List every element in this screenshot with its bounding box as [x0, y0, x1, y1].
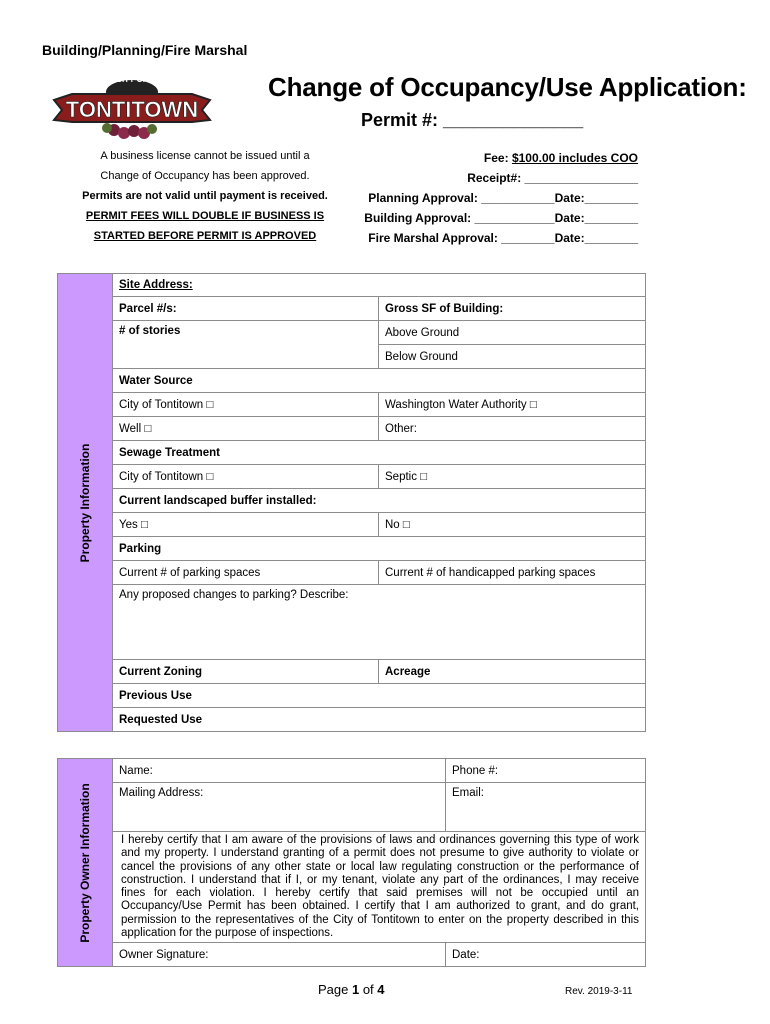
owner-signature-field[interactable]: Owner Signature: [113, 943, 446, 967]
tontitown-logo-graphic [52, 70, 212, 142]
water-source-heading: Water Source [113, 369, 646, 393]
notice-payment: Permits are not valid until payment is received. [82, 190, 328, 202]
owner-info-label: Property Owner Information [78, 783, 92, 943]
zoning-field[interactable]: Current Zoning [113, 660, 379, 684]
water-washington-checkbox[interactable]: Washington Water Authority □ [379, 393, 646, 417]
stories-field[interactable]: # of stories [113, 321, 379, 369]
handicapped-spaces-field[interactable]: Current # of handicapped parking spaces [379, 561, 646, 585]
below-ground-field[interactable]: Below Ground [379, 345, 646, 369]
landscape-heading: Current landscaped buffer installed: [113, 489, 646, 513]
site-address-label: Site Address: [119, 279, 193, 291]
sewage-heading: Sewage Treatment [113, 441, 646, 465]
department-heading: Building/Planning/Fire Marshal [42, 42, 248, 58]
owner-phone-field[interactable]: Phone #: [446, 759, 646, 783]
landscape-yes-checkbox[interactable]: Yes □ [113, 513, 379, 537]
property-info-table [57, 273, 646, 732]
revision-label: Rev. 2019-3-11 [565, 986, 633, 997]
page-total: 4 [377, 982, 385, 997]
parking-spaces-field[interactable]: Current # of parking spaces [113, 561, 379, 585]
requested-use-field[interactable]: Requested Use [113, 708, 646, 732]
fire-marshal-approval-line: Fire Marshal Approval: ________Date:________ [368, 231, 638, 245]
property-info-label: Property Information [78, 443, 92, 562]
parking-changes-field[interactable]: Any proposed changes to parking? Describe: [113, 585, 646, 660]
owner-email-field[interactable]: Email: [446, 783, 646, 832]
owner-info-sidebar [58, 759, 113, 967]
above-ground-field[interactable]: Above Ground [379, 321, 646, 345]
sewage-city-checkbox[interactable]: City of Tontitown □ [113, 465, 379, 489]
owner-info-table [57, 758, 646, 967]
notice-fees-double: PERMIT FEES WILL DOUBLE IF BUSINESS IS [85, 210, 325, 222]
logo-city-of: CITY OF [116, 75, 148, 84]
page-of-word: of [359, 982, 378, 997]
certification-statement: I hereby certify that I am aware of the provisions of laws and ordinances governing this type of work and my property. I understand granting of a permit does not presume to give authority to violate or cancel the provisions of any other state or local law regulating construction or the performance of construction. I understand that if I, or my tenant, violate any part of the ordinances, I may receive fines for each violation. I hereby certify that said premises will not be occupied until an Occupancy/Use Permit has been obtained. I certify that I am authorized to grant, and do grant, permission to the representatives of the City of Tontitown to enter on the property described in this application for the purpose of inspections. [113, 832, 646, 943]
receipt-line: Receipt#: _________________ [467, 171, 638, 185]
owner-name-field[interactable]: Name: [113, 759, 446, 783]
fee-line [338, 151, 638, 165]
water-other-field[interactable]: Other: [379, 417, 646, 441]
acreage-field[interactable]: Acreage [379, 660, 646, 684]
page-word: Page [318, 982, 352, 997]
city-logo [52, 70, 212, 142]
mailing-address-field[interactable]: Mailing Address: [113, 783, 446, 832]
logo-tontitown: TONTITOWN [65, 97, 199, 122]
page-indicator [318, 982, 385, 997]
parking-heading: Parking [113, 537, 646, 561]
previous-use-field[interactable]: Previous Use [113, 684, 646, 708]
fee-label: Fee: [483, 151, 512, 165]
notice-line-2: Change of Occupancy has been approved. [100, 170, 310, 182]
signature-date-field[interactable]: Date: [446, 943, 646, 967]
planning-approval-line: Planning Approval: ___________Date:________ [368, 191, 638, 205]
permit-number-label: Permit #: ______________ [361, 110, 584, 130]
fee-value: $100.00 includes COO [511, 151, 638, 165]
gross-sf-field[interactable]: Gross SF of Building: [379, 297, 646, 321]
site-address-field[interactable] [113, 274, 646, 297]
landscape-no-checkbox[interactable]: No □ [379, 513, 646, 537]
notice-before-approval: STARTED BEFORE PERMIT IS APPROVED [93, 230, 317, 242]
water-well-checkbox[interactable]: Well □ [113, 417, 379, 441]
sewage-septic-checkbox[interactable]: Septic □ [379, 465, 646, 489]
building-approval-line: Building Approval: ____________Date:________ [364, 211, 638, 225]
property-info-sidebar [58, 274, 113, 732]
form-title: Change of Occupancy/Use Application: [268, 72, 747, 102]
page-current: 1 [351, 982, 360, 997]
water-city-checkbox[interactable]: City of Tontitown □ [113, 393, 379, 417]
parcel-field[interactable]: Parcel #/s: [113, 297, 379, 321]
notice-line-1: A business license cannot be issued until a [100, 150, 310, 162]
